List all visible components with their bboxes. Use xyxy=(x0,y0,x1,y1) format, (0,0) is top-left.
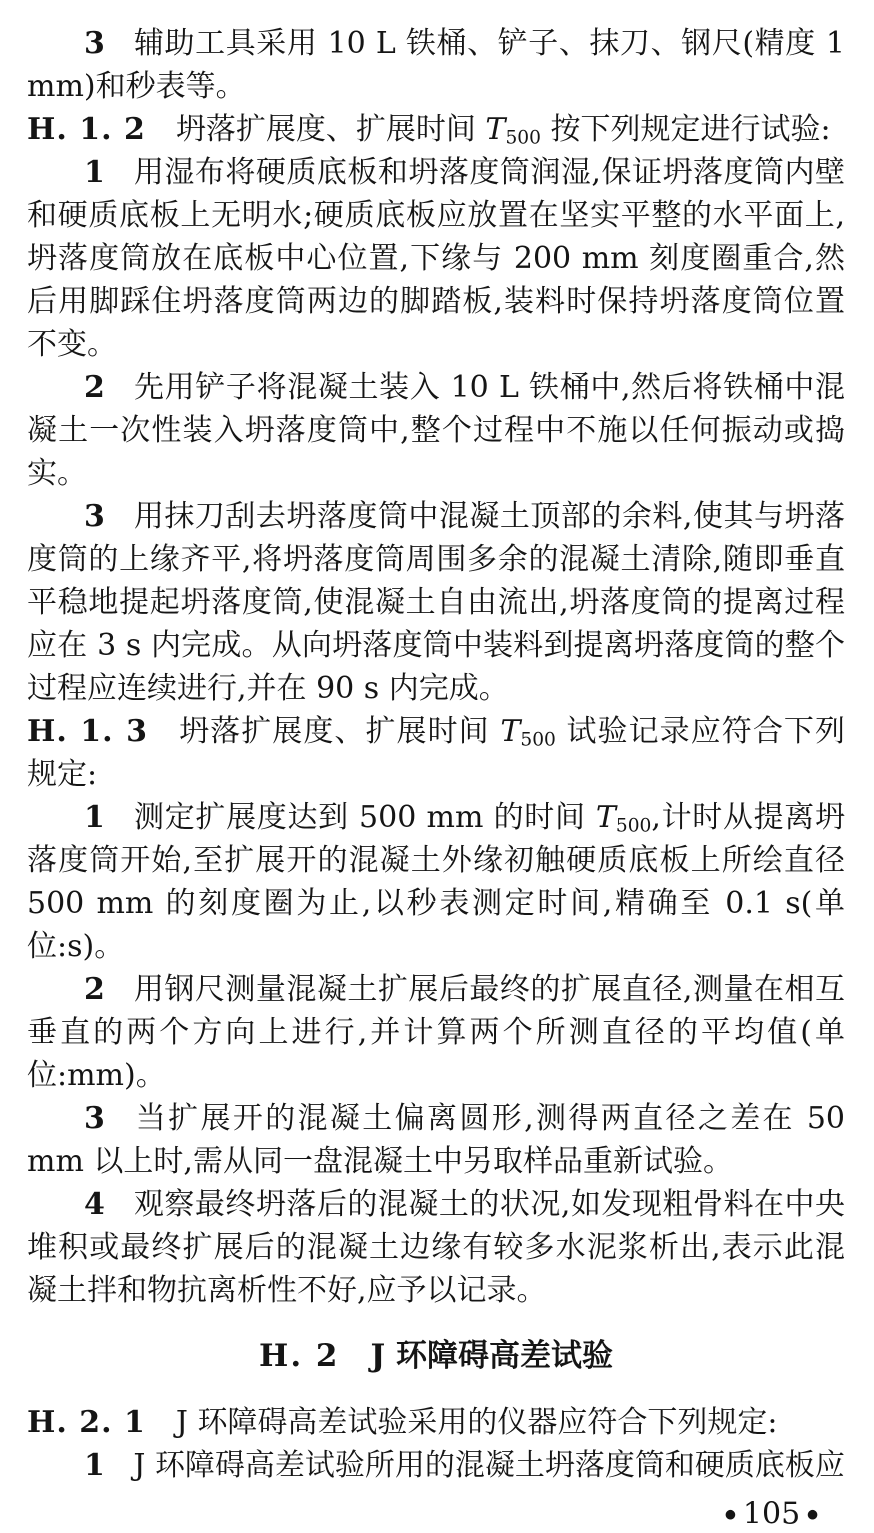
item-number: 2 xyxy=(84,972,105,1007)
page-footer xyxy=(27,1496,845,1533)
numbered-item-h13-2 xyxy=(27,968,845,1097)
variable-subscript: 500 xyxy=(505,127,541,149)
section-heading-h-2 xyxy=(27,1335,845,1378)
item-text: 用湿布将硬质底板和坍落度筒润湿,保证坍落度筒内壁和硬质底板上无明水;硬质底板应放置在坚实平整的水平面上,坍落度筒放在底板中心位置,下缘与 200 mm 刻度圈重合,然后用脚踩住坍落度筒两边的脚踏板,装料时保持坍落度筒位置不变。 xyxy=(27,155,845,362)
numbered-item-h12-3 xyxy=(27,495,845,710)
clause-number: H. 1. 3 xyxy=(27,714,149,749)
section-title: J 环障碍高差试验 xyxy=(370,1338,613,1374)
numbered-item-h12-1 xyxy=(27,151,845,366)
clause-heading-h-2-1 xyxy=(27,1401,845,1444)
numbered-item-h12-2 xyxy=(27,366,845,495)
variable-t: T xyxy=(500,714,521,749)
item-text: J 环障碍高差试验所用的混凝土坍落度筒和硬质底板应 xyxy=(133,1448,845,1483)
clause-number: H. 1. 2 xyxy=(27,112,146,147)
variable-subscript: 500 xyxy=(615,815,652,837)
clause-text: 坍落扩展度、扩展时间 xyxy=(178,714,501,749)
clause-text: 试验记录应符合下列规定: xyxy=(27,714,845,792)
numbered-item-aux-tools xyxy=(27,22,845,108)
footer-left-bullet-icon: ● xyxy=(724,1506,736,1521)
clause-text: 按下列规定进行试验: xyxy=(540,112,831,147)
item-number: 1 xyxy=(84,155,105,190)
page-number: 105 xyxy=(742,1496,801,1532)
item-text: 用钢尺测量混凝土扩展后最终的扩展直径,测量在相互垂直的两个方向上进行,并计算两个所测直径的平均值(单位:mm)。 xyxy=(27,972,845,1093)
item-number: 1 xyxy=(84,800,105,835)
variable-t: T xyxy=(595,800,616,835)
item-text: 当扩展开的混凝土偏离圆形,测得两直径之差在 50 mm 以上时,需从同一盘混凝土中另取样品重新试验。 xyxy=(27,1101,845,1179)
item-number: 1 xyxy=(84,1448,105,1483)
clause-number: H. 2. 1 xyxy=(27,1405,146,1440)
item-number: 3 xyxy=(84,499,105,534)
item-number: 3 xyxy=(84,1101,105,1136)
item-text: 观察最终坍落后的混凝土的状况,如发现粗骨料在中央堆积或最终扩展后的混凝土边缘有较多水泥浆析出,表示此混凝土拌和物抗离析性不好,应予以记录。 xyxy=(27,1187,845,1308)
numbered-item-h21-1 xyxy=(27,1444,845,1487)
numbered-item-h13-4 xyxy=(27,1183,845,1312)
item-text: 辅助工具采用 10 L 铁桶、铲子、抹刀、钢尺(精度 1 mm)和秒表等。 xyxy=(27,26,845,104)
item-text: 用抹刀刮去坍落度筒中混凝土顶部的余料,使其与坍落度筒的上缘齐平,将坍落度筒周围多余的混凝土清除,随即垂直平稳地提起坍落度筒,使混凝土自由流出,坍落度筒的提离过程应在 3 s 内完成。从向坍落度筒中装料到提离坍落度筒的整个过程应连续进行,并在 90 s 内完成。 xyxy=(27,499,845,706)
clause-heading-h-1-3 xyxy=(27,710,845,796)
item-text: 先用铲子将混凝土装入 10 L 铁桶中,然后将铁桶中混凝土一次性装入坍落度筒中,整个过程中不施以任何振动或捣实。 xyxy=(27,370,845,491)
item-number: 3 xyxy=(84,26,105,61)
clause-heading-h-1-2 xyxy=(27,108,845,151)
section-number: H. 2 xyxy=(259,1338,340,1374)
item-number: 2 xyxy=(84,370,105,405)
numbered-item-h13-1 xyxy=(27,796,845,968)
footer-right-bullet-icon: ● xyxy=(807,1506,819,1521)
clause-text: 坍落扩展度、扩展时间 xyxy=(175,112,486,147)
item-text: ,计时从提离坍落度筒开始,至扩展开的混凝土外缘初触硬质底板上所绘直径 500 mm 的刻度圈为止,以秒表测定时间,精确至 0.1 s(单位:s)。 xyxy=(27,800,845,964)
numbered-item-h13-3 xyxy=(27,1097,845,1183)
item-text: 测定扩展度达到 500 mm 的时间 xyxy=(133,800,596,835)
variable-subscript: 500 xyxy=(520,729,556,751)
variable-t: T xyxy=(485,112,506,147)
item-number: 4 xyxy=(84,1187,105,1222)
clause-text: J 环障碍高差试验采用的仪器应符合下列规定: xyxy=(175,1405,778,1440)
